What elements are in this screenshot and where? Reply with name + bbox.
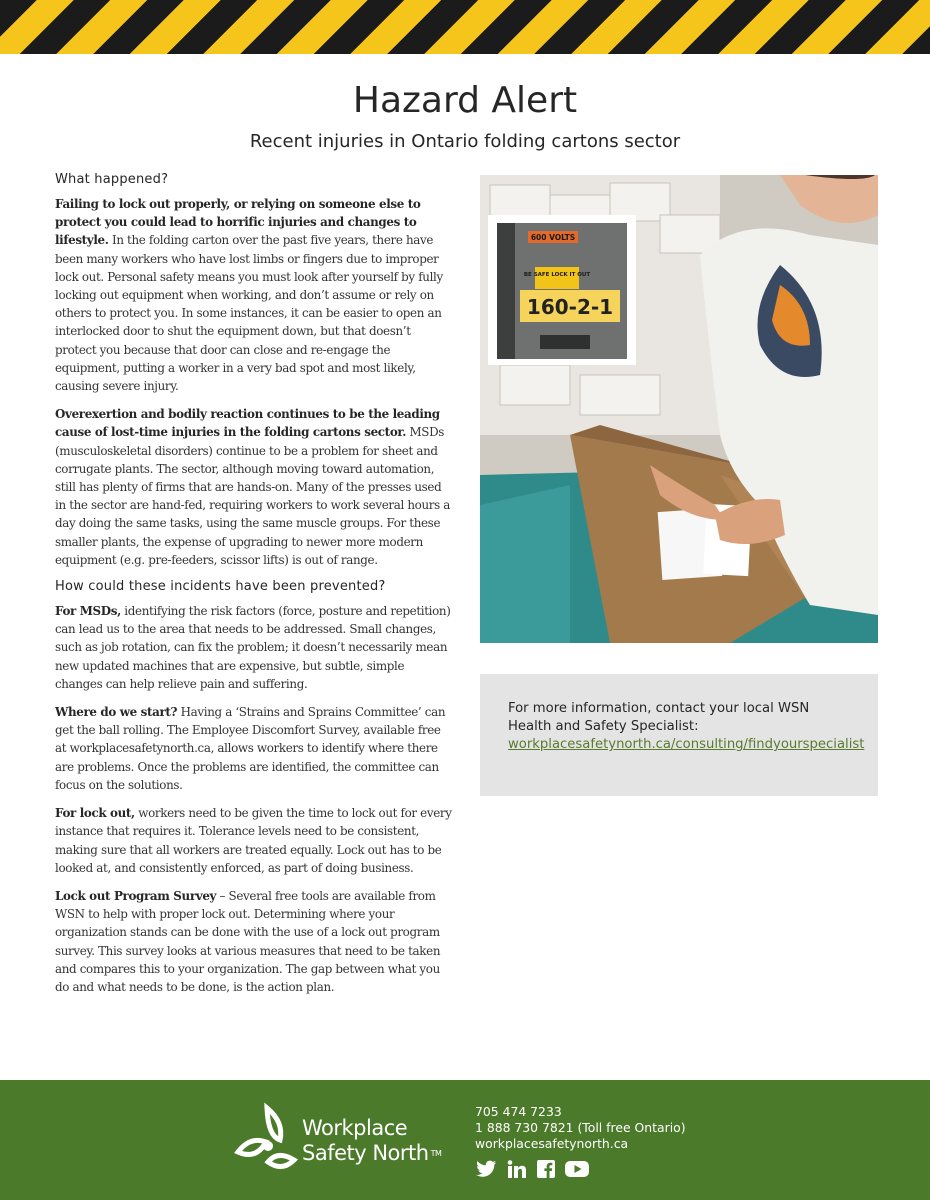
- lock-out-paragraph: [55, 804, 453, 877]
- article-body: [55, 172, 453, 1006]
- inset-voltage-label: 600 VOLTS: [530, 233, 576, 242]
- msds-paragraph: [55, 602, 453, 693]
- lockout-lead: Failing to lock out properly, or relying on someone else to protect you could lead to horrific injuries and changes to lifestyle.: [55, 197, 421, 248]
- website-link[interactable]: workplacesafetynorth.ca: [475, 1136, 629, 1151]
- overexertion-text: MSDs (musculoskeletal disorders) continue to be a problem for sheet and corrugate plants. The sector, although moving toward automation, still has plenty of firms that are hands-on. Many of the presses used in the sector are hand-fed, requiring workers to work several hours a day doing the same tasks, using the same muscle groups. For these smaller plants, the expense of upgrading to newer more modern equipment (e.g. pre-feeders, scissor lifts) is out of range.: [55, 425, 451, 567]
- survey-lead: Lock out Program Survey: [55, 888, 217, 903]
- lockout-paragraph: [55, 195, 453, 395]
- logo-line-2: Safety North: [302, 1141, 429, 1165]
- twitter-icon[interactable]: [475, 1160, 497, 1182]
- phone-number: 705 474 7233: [475, 1104, 562, 1119]
- wsn-logo[interactable]: [232, 1102, 462, 1182]
- overexertion-lead: Overexertion and bodily reaction continues to be the leading cause of lost-time injuries in the folding cartons sector.: [55, 407, 440, 440]
- trillium-logo-icon: [232, 1102, 302, 1182]
- contact-info: [475, 1104, 775, 1152]
- where-start-text: Having a ‘Strains and Sprains Committee’ can get the ball rolling. The Employee Discomfort Survey, available free at workplacesafetynorth.ca, allows workers to identify where there are problems. Once the problems are identified, the committee can focus on the solutions.: [55, 705, 446, 792]
- where-start-lead: Where do we start?: [55, 705, 178, 720]
- where-start-paragraph: [55, 703, 453, 794]
- lock-out-lead: For lock out,: [55, 806, 135, 821]
- facebook-icon[interactable]: [537, 1160, 555, 1182]
- more-info-text: For more information, contact your local WSN Health and Safety Specialist:: [508, 701, 810, 734]
- worker-photo: [480, 175, 878, 643]
- worker-photo-illustration: [480, 175, 878, 643]
- logo-line-1: Workplace: [302, 1116, 408, 1140]
- more-info-box: [480, 674, 878, 796]
- footer: [0, 1080, 930, 1200]
- msds-lead: For MSDs,: [55, 604, 121, 619]
- page-subtitle: Recent injuries in Ontario folding cartons sector: [249, 131, 681, 152]
- inset-lockout-sign: BE SAFE LOCK IT OUT: [523, 272, 591, 278]
- youtube-icon[interactable]: [565, 1160, 589, 1182]
- lockout-text: In the folding carton over the past five years, there have been many workers who have lost limbs or fingers due to improper lock out. Personal safety means you must look after yourself by fully locking out equipment when working, and don’t assume or rely on others to protect you. In some instances, it can be easier to open an interlocked door to shut the equipment down, but that doesn’t protect you because that door can close and re-engage the equipment, putting a worker in a very bad spot and most likely, causing severe injury.: [55, 233, 443, 394]
- trademark-mark: TM: [430, 1149, 442, 1158]
- msds-text: identifying the risk factors (force, posture and repetition) can lead us to the area that needs to be addressed. Small changes, such as job rotation, can fix the problem; it doesn’t necessarily mean new updated machines that are expensive, but subtle, simple changes can help relieve pain and suffering.: [55, 604, 451, 691]
- survey-paragraph: [55, 887, 453, 996]
- what-happened-heading: What happened?: [55, 172, 169, 187]
- page-title: Hazard Alert: [352, 80, 578, 121]
- inset-tag-number: 160-2-1: [526, 295, 614, 319]
- hazard-stripe-banner: [0, 0, 930, 54]
- linkedin-icon[interactable]: [507, 1160, 527, 1182]
- tollfree-number: 1 888 730 7821 (Toll free Ontario): [475, 1120, 686, 1135]
- social-links: [475, 1160, 589, 1182]
- overexertion-paragraph: [55, 405, 453, 569]
- prevention-heading: How could these incidents have been prevented?: [55, 579, 386, 595]
- wsn-logo-wordmark: [302, 1116, 441, 1166]
- lock-out-text: workers need to be given the time to lock out for every instance that requires it. Tolerance levels need to be consistent, making sure that all workers are treated equally. Lock out has to be looked at, and consistently enforced, as part of doing business.: [55, 806, 452, 875]
- find-specialist-link[interactable]: workplacesafetynorth.ca/consulting/findyourspecialist: [508, 737, 865, 752]
- survey-text: – Several free tools are available from WSN to help with proper lock out. Determining where your organization stands can be done with the use of a lock out program survey. This survey looks at various measures that need to be taken and compares this to your organization. The gap between what you do and what needs to be done, is the action plan.: [55, 888, 441, 994]
